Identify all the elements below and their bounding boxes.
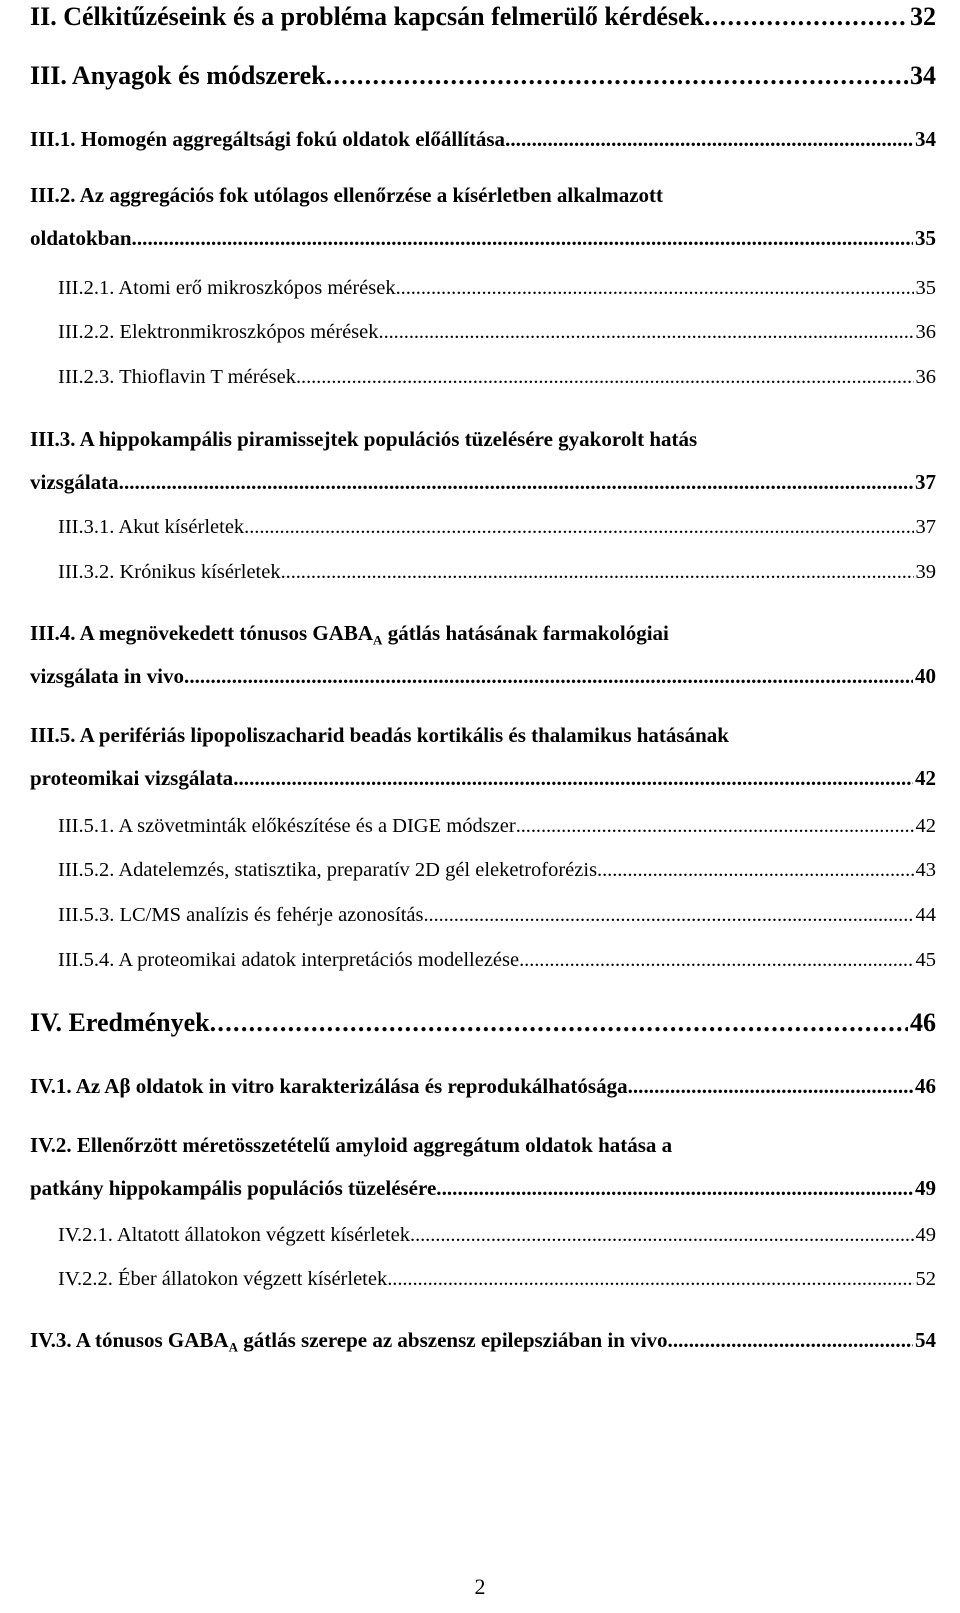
toc-entry-title-line2: proteomikai vizsgálata [30,766,234,790]
toc-page-number: 54 [915,1328,936,1352]
toc-leader-dots [210,1008,908,1038]
toc-entry-chapter-ii[interactable] [30,2,936,32]
toc-entry-section-iii-4[interactable] [30,621,936,689]
toc-page-number: 52 [915,1268,936,1290]
toc-page-number: 37 [915,470,936,494]
toc-title-text: gátlás szerepe az abszensz epilepsziában in vivo [238,1328,668,1352]
toc-entry-subsection-iii-2-2[interactable] [58,321,936,344]
toc-leader-dots [281,561,914,584]
toc-entry-section-iii-1[interactable] [30,127,936,152]
toc-entry-title-line1: III.2. Az aggregációs fok utólagos ellenőrzése a kísérletben alkalmazott [30,183,664,207]
toc-entry-section-iii-2[interactable] [30,183,936,251]
toc-entry-title: II. Célkitűzéseink és a probléma kapcsán felmerülő kérdések [30,2,705,31]
toc-entry-title: III.3.2. Krónikus kísérletek [58,561,281,583]
toc-entry-title-line2: vizsgálata in vivo [30,664,185,688]
toc-leader-dots [396,277,914,300]
toc-page-number: 40 [915,664,936,688]
toc-page-number: 44 [915,904,936,926]
toc-title-text: gátlás hatásának farmakológiai [382,621,669,645]
toc-entry-subsection-iii-5-1[interactable] [58,815,936,838]
toc-entry-title-line2: vizsgálata [30,470,119,494]
toc-leader-dots [233,766,913,791]
toc-entry-title-line2: oldatokban [30,226,132,250]
toc-page-number: 49 [915,1176,936,1200]
toc-entry-title-line1 [30,621,936,646]
toc-entry-title: III.5.3. LC/MS analízis és fehérje azonosítás [58,904,424,926]
toc-entry-subsection-iii-5-2[interactable] [58,859,936,882]
toc-leader-dots [668,1328,913,1353]
toc-page-number: 36 [915,321,936,343]
toc-page-number: 46 [915,1074,936,1098]
toc-leader-dots [423,904,913,927]
toc-leader-dots [387,1268,913,1291]
toc-title-subscript: A [373,632,383,648]
toc-leader-dots [379,321,914,344]
toc-entry-subsection-iii-5-4[interactable] [58,949,936,972]
toc-entry-subsection-iii-2-1[interactable] [58,277,936,300]
toc-entry-subsection-iii-5-3[interactable] [58,904,936,927]
toc-page-number: 35 [915,226,936,250]
toc-entry-chapter-iv[interactable] [30,1008,936,1038]
toc-leader-dots [184,664,913,689]
toc-title-subscript: A [228,1339,239,1355]
toc-entry-title: III.2.2. Elektronmikroszkópos mérések [58,321,379,343]
toc-entry-title-line2: patkány hippokampális populációs tüzelésére [30,1176,437,1200]
toc-page-number: 34 [910,61,936,90]
toc-entry-section-iii-3[interactable] [30,427,936,495]
toc-entry-title [30,1328,668,1353]
toc-leader-dots [119,470,913,495]
toc-entry-section-iv-3[interactable] [30,1328,936,1353]
toc-entry-title: III.1. Homogén aggregáltsági fokú oldatok előállítása [30,127,506,151]
toc-entry-section-iii-5[interactable] [30,723,936,791]
toc-leader-dots [628,1074,913,1099]
toc-leader-dots [436,1176,913,1201]
toc-entry-title: IV.2.2. Éber állatokon végzett kísérletek [58,1268,388,1290]
toc-entry-section-iv-2[interactable] [30,1133,936,1201]
toc-page-number: 42 [915,766,936,790]
toc-leader-dots [132,226,913,251]
toc-entry-title: III.5.4. A proteomikai adatok interpretációs modellezése [58,949,520,971]
toc-leader-dots [516,815,914,838]
toc-title-text: III.4. A megnövekedett tónusos GABA [30,621,374,645]
toc-page-number: 43 [915,859,936,881]
toc-entry-subsection-iii-3-2[interactable] [58,561,936,584]
toc-page-number: 32 [910,2,936,31]
toc-entry-title: IV. Eredmények [30,1008,210,1037]
toc-page-number: 45 [915,949,936,971]
toc-leader-dots [704,2,908,32]
toc-leader-dots [244,516,913,539]
toc-leader-dots [519,949,913,972]
toc-page-number: 34 [915,127,936,151]
toc-entry-subsection-iv-2-1[interactable] [58,1224,936,1247]
toc-entry-title: III.3.1. Akut kísérletek [58,516,245,538]
toc-leader-dots [597,859,913,882]
toc-entry-subsection-iv-2-2[interactable] [58,1268,936,1291]
toc-entry-title-line1: IV.2. Ellenőrzött méretösszetételű amyloid aggregátum oldatok hatása a [30,1133,673,1157]
toc-page-number: 35 [915,277,936,299]
toc-entry-title: IV.1. Az Aβ oldatok in vitro karakterizálása és reprodukálhatósága [30,1074,628,1098]
toc-page-number: 37 [915,516,936,538]
toc-page-number: 42 [915,815,936,837]
toc-entry-section-iv-1[interactable] [30,1074,936,1099]
toc-leader-dots [410,1224,913,1247]
toc-entry-title: III. Anyagok és módszerek [30,61,326,90]
toc-page-number: 39 [915,561,936,583]
toc-entry-chapter-iii[interactable] [30,61,936,91]
toc-leader-dots [296,366,914,389]
toc-entry-subsection-iii-3-1[interactable] [58,516,936,539]
toc-page-number: 49 [915,1224,936,1246]
toc-page-number: 46 [910,1008,936,1037]
page-number-footer: 2 [474,1574,486,1599]
toc-entry-title: III.2.1. Atomi erő mikroszkópos mérések [58,277,396,299]
toc-leader-dots [326,61,908,91]
toc-leader-dots [505,127,913,152]
toc-entry-title: III.5.2. Adatelemzés, statisztika, preparatív 2D gél eleketroforézis [58,859,598,881]
toc-entry-title: III.2.3. Thioflavin T mérések [58,366,296,388]
toc-entry-subsection-iii-2-3[interactable] [58,366,936,389]
toc-entry-title-line1: III.3. A hippokampális piramissejtek populációs tüzelésére gyakorolt hatás [30,427,698,451]
toc-entry-title: III.5.1. A szövetminták előkészítése és a DIGE módszer [58,815,516,837]
toc-entry-title-line1: III.5. A perifériás lipopoliszacharid beadás kortikális és thalamikus hatásának [30,723,729,747]
toc-title-text: IV.3. A tónusos GABA [30,1328,229,1352]
toc-page-number: 36 [915,366,936,388]
toc-entry-title: IV.2.1. Altatott állatokon végzett kísérletek [58,1224,411,1246]
